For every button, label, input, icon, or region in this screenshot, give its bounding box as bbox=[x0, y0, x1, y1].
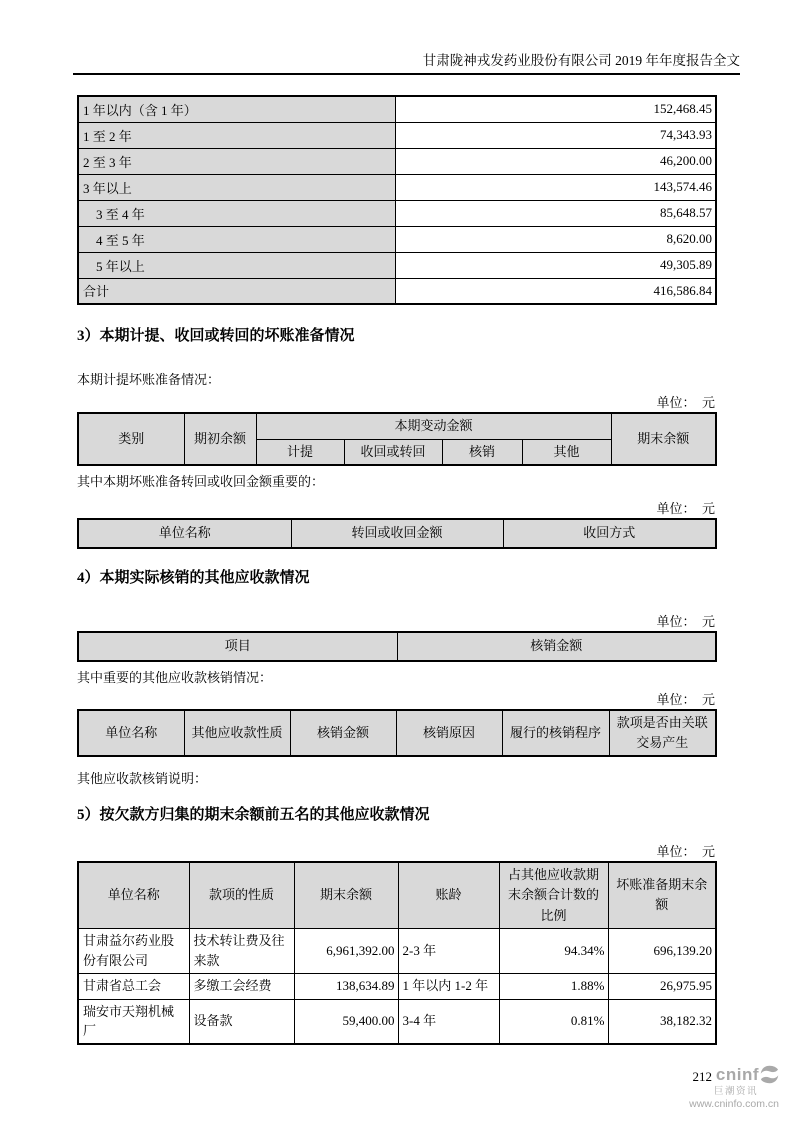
aging-total-value: 416,586.84 bbox=[395, 278, 716, 304]
cell-closing-balance: 59,400.00 bbox=[294, 999, 398, 1044]
col-nature: 款项的性质 bbox=[189, 862, 294, 928]
table-row bbox=[78, 973, 716, 999]
col-other: 其他 bbox=[522, 439, 611, 465]
report-header bbox=[73, 0, 740, 75]
page-content bbox=[77, 95, 715, 1085]
provision-change-table bbox=[77, 412, 717, 466]
table-header-row bbox=[78, 862, 716, 928]
cell-bad-debt: 38,182.32 bbox=[608, 999, 716, 1044]
col-closing-balance: 期末余额 bbox=[294, 862, 398, 928]
col-change-group: 本期变动金额 bbox=[256, 413, 611, 439]
report-title: 甘肃陇神戎发药业股份有限公司 2019 年年度报告全文 bbox=[422, 53, 740, 68]
cninfo-swirl-icon bbox=[760, 1065, 779, 1084]
page-number: 212 bbox=[692, 1068, 712, 1084]
logo-url-text: www.cninfo.com.cn bbox=[689, 1098, 779, 1110]
col-writeoff-reason: 核销原因 bbox=[396, 710, 502, 756]
cell-company: 甘肃省总工会 bbox=[78, 973, 189, 999]
col-accrual: 计提 bbox=[256, 439, 344, 465]
unit-label: 单位： 元 bbox=[656, 692, 715, 707]
table-header-row bbox=[78, 710, 716, 756]
aging-value: 8,620.00 bbox=[395, 226, 716, 252]
col-opening-balance: 期初余额 bbox=[184, 413, 256, 465]
aging-value: 85,648.57 bbox=[395, 200, 716, 226]
aging-value: 46,200.00 bbox=[395, 148, 716, 174]
recovery-note: 其中本期坏账准备转回或收回金额重要的： bbox=[77, 474, 325, 489]
col-recovered-amount: 转回或收回金额 bbox=[291, 519, 503, 548]
col-recovered: 收回或转回 bbox=[344, 439, 442, 465]
table-header-row bbox=[78, 632, 716, 661]
col-category: 类别 bbox=[78, 413, 184, 465]
section-3-heading: 3）本期计提、收回或转回的坏账准备情况 bbox=[77, 328, 355, 344]
cell-nature: 设备款 bbox=[189, 999, 294, 1044]
col-closing-balance: 期末余额 bbox=[611, 413, 716, 465]
provision-intro-note: 本期计提坏账准备情况： bbox=[77, 372, 221, 387]
col-writeoff-amount: 核销金额 bbox=[290, 710, 396, 756]
table-row bbox=[78, 200, 716, 226]
cell-company: 瑞安市天翔机械厂 bbox=[78, 999, 189, 1044]
col-recovery-method: 收回方式 bbox=[503, 519, 716, 548]
aging-value: 74,343.93 bbox=[395, 122, 716, 148]
section-5-heading: 5）按欠款方归集的期末余额前五名的其他应收款情况 bbox=[77, 807, 430, 824]
col-procedure: 履行的核销程序 bbox=[502, 710, 609, 756]
aging-value: 49,305.89 bbox=[395, 252, 716, 278]
cell-nature: 技术转让费及往来款 bbox=[189, 928, 294, 973]
col-related-party: 款项是否由关联交易产生 bbox=[609, 710, 716, 756]
cell-bad-debt: 696,139.20 bbox=[608, 928, 716, 973]
table-row bbox=[78, 122, 716, 148]
cell-nature: 多缴工会经费 bbox=[189, 973, 294, 999]
table-row bbox=[78, 278, 716, 304]
col-writeoff: 核销 bbox=[442, 439, 522, 465]
col-company: 单位名称 bbox=[78, 862, 189, 928]
writeoff-table bbox=[77, 631, 717, 662]
logo-row bbox=[689, 1065, 779, 1084]
col-nature: 其他应收款性质 bbox=[184, 710, 290, 756]
cell-ratio: 94.34% bbox=[499, 928, 608, 973]
col-company: 单位名称 bbox=[78, 519, 291, 548]
cell-aging: 2-3 年 bbox=[398, 928, 499, 973]
cell-aging: 3-4 年 bbox=[398, 999, 499, 1044]
cninfo-logo bbox=[689, 1065, 779, 1110]
important-writeoff-table bbox=[77, 709, 717, 757]
table-header-row bbox=[78, 413, 716, 439]
table-row bbox=[78, 928, 716, 973]
table-header-row bbox=[78, 519, 716, 548]
col-writeoff-amount: 核销金额 bbox=[397, 632, 716, 661]
col-item: 项目 bbox=[78, 632, 397, 661]
col-aging: 账龄 bbox=[398, 862, 499, 928]
unit-label: 单位： 元 bbox=[656, 395, 715, 410]
aging-label: 3 年以上 bbox=[78, 174, 395, 200]
cell-ratio: 0.81% bbox=[499, 999, 608, 1044]
logo-chinese-name: 巨潮资讯 bbox=[713, 1086, 758, 1097]
top5-other-receivables-table bbox=[77, 861, 717, 1044]
aging-total-label: 合计 bbox=[78, 278, 395, 304]
col-ratio: 占其他应收款期末余额合计数的比例 bbox=[499, 862, 608, 928]
table-row bbox=[78, 148, 716, 174]
recovery-table bbox=[77, 518, 717, 549]
table-row bbox=[78, 999, 716, 1044]
cell-ratio: 1.88% bbox=[499, 973, 608, 999]
aging-label: 1 年以内（含 1 年） bbox=[78, 96, 395, 122]
aging-analysis-table bbox=[77, 95, 717, 305]
aging-value: 143,574.46 bbox=[395, 174, 716, 200]
aging-label: 2 至 3 年 bbox=[78, 148, 395, 174]
unit-label: 单位： 元 bbox=[656, 501, 715, 516]
col-company: 单位名称 bbox=[78, 710, 184, 756]
cell-bad-debt: 26,975.95 bbox=[608, 973, 716, 999]
writeoff-explain-note: 其他应收款核销说明： bbox=[77, 771, 208, 787]
table-row bbox=[78, 252, 716, 278]
logo-brand-text: cninf bbox=[715, 1065, 759, 1084]
table-row bbox=[78, 174, 716, 200]
table-row bbox=[78, 226, 716, 252]
aging-value: 152,468.45 bbox=[395, 96, 716, 122]
section-4-heading: 4）本期实际核销的其他应收款情况 bbox=[77, 570, 310, 586]
table-row bbox=[78, 96, 716, 122]
aging-label: 5 年以上 bbox=[78, 252, 395, 278]
cell-aging: 1 年以内 1-2 年 bbox=[398, 973, 499, 999]
cell-closing-balance: 6,961,392.00 bbox=[294, 928, 398, 973]
aging-label: 1 至 2 年 bbox=[78, 122, 395, 148]
important-writeoff-note: 其中重要的其他应收款核销情况： bbox=[77, 670, 273, 685]
aging-label: 4 至 5 年 bbox=[78, 226, 395, 252]
unit-label: 单位： 元 bbox=[656, 844, 715, 860]
cell-closing-balance: 138,634.89 bbox=[294, 973, 398, 999]
aging-label: 3 至 4 年 bbox=[78, 200, 395, 226]
cell-company: 甘肃益尔药业股份有限公司 bbox=[78, 928, 189, 973]
unit-label: 单位： 元 bbox=[656, 614, 715, 629]
col-bad-debt: 坏账准备期末余额 bbox=[608, 862, 716, 928]
